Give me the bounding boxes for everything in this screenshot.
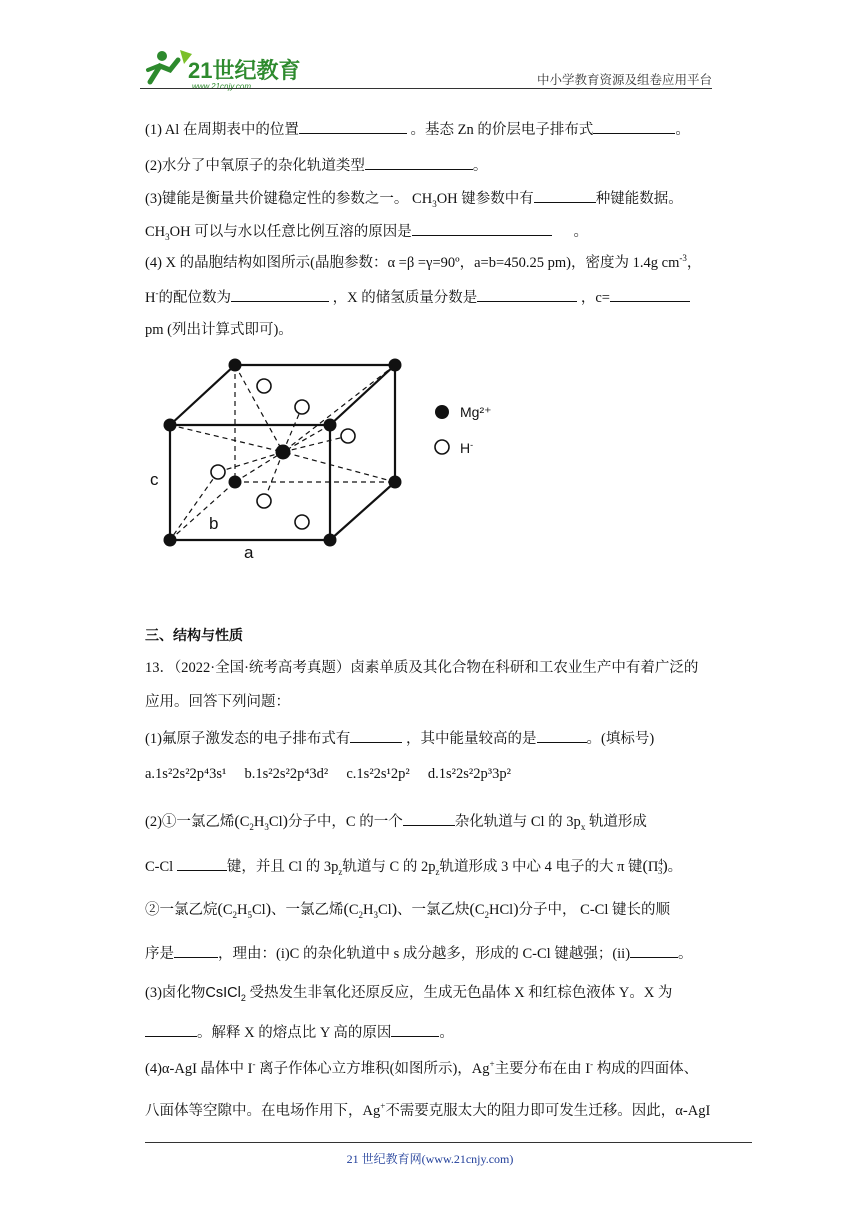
footer-divider <box>145 1142 752 1143</box>
q12-part1: (1) Al 在周期表中的位置 。基态 Zn 的价层电子排布式 。 <box>145 118 690 140</box>
answer-blank[interactable] <box>593 118 675 134</box>
q12-part2: (2)水分了中氧原子的杂化轨道类型 。 <box>145 154 487 176</box>
q13-part2-line4: 序是 ，理由：(i)C 的杂化轨道中 s 成分越多，形成的 C-Cl 键越强；(ii) 。 <box>145 942 693 964</box>
q13-part2-line3: ②一氯乙烷$(C_2H_5Cl)$、一氯乙烯$(C_2H_3Cl)$、一氯乙炔$(C_2HCl)$分子中， C-Cl 键长的顺 <box>145 901 670 920</box>
q13-part1: (1)氟原子激发态的电子排布式有 ，其中能量较高的是 。(填标号) <box>145 727 654 749</box>
legend-h-marker <box>435 440 449 454</box>
axis-label-a: a <box>244 543 254 562</box>
answer-blank[interactable] <box>174 942 218 958</box>
answer-blank[interactable] <box>299 118 407 134</box>
q13-intro-line2: 应用。回答下列问题： <box>145 694 290 710</box>
crystal-cell-figure <box>145 355 525 575</box>
answer-blank[interactable] <box>403 810 455 826</box>
answer-blank[interactable] <box>391 1021 439 1037</box>
answer-blank[interactable] <box>177 855 227 871</box>
runner-logo-icon <box>140 42 315 92</box>
answer-blank[interactable] <box>365 154 473 170</box>
q12-part3-line1: (3)键能是衡量共价键稳定性的参数之一。 $CH_3OH$ 键参数中有 种键能数据。 <box>145 187 683 209</box>
q13-part4-line2: 八面体等空隙中。在电场作用下，Ag+不需要克服太大的阻力即可发生迁移。因此，α-AgI <box>145 1101 711 1119</box>
answer-blank[interactable] <box>412 220 552 236</box>
logo-title: 21世纪教育 <box>188 58 301 83</box>
option-a[interactable]: a.1s²2s²2p⁴3s¹ <box>145 766 227 782</box>
option-d[interactable]: d.1s²2s²2p³3p² <box>427 766 511 782</box>
q13-part4-line1: (4)α-AgI 晶体中 I- 离子作体心立方堆积(如图所示)，Ag+主要分布在由 I- 构成的四面体、 <box>145 1059 699 1077</box>
answer-blank[interactable] <box>630 942 678 958</box>
q13-part3-line1: (3)卤化物CsICl$_2$ 受热发生非氧化还原反应，生成无色晶体 X 和红棕色液体 Y。X 为 <box>145 985 673 1003</box>
q13-options <box>145 764 511 784</box>
header-platform-name: 中小学教育资源及组卷应用平台 <box>536 73 712 87</box>
answer-blank[interactable] <box>145 1021 197 1037</box>
option-c[interactable]: c.1s²2s¹2p² <box>346 766 410 782</box>
q12-part4-line3: pm (列出计算式即可)。 <box>145 322 293 338</box>
answer-blank[interactable] <box>537 727 587 743</box>
answer-blank[interactable] <box>350 727 402 743</box>
site-logo[interactable] <box>140 42 315 92</box>
option-b[interactable]: b.1s²2s²2p⁴3d² <box>244 766 329 782</box>
legend-mg-label: Mg²⁺ <box>460 404 492 420</box>
q13-part2-line1: (2)①一氯乙烯$(C_2H_3Cl)$分子中，C 的一个 杂化轨道与 Cl 的 $3p_x$ 轨道形成 <box>145 810 647 832</box>
q12-part4-line2: H-的配位数为 ，X 的储氢质量分数是 ，c= <box>145 286 690 308</box>
q13-part2-line2: C-Cl 键，并且 Cl 的 $3p_z$轨道与 C 的 $2p_z$轨道形成 3 中心 4 电子的大 π 键$(\Pi^4_3)$。 <box>145 855 682 881</box>
legend-h-label: H- <box>460 440 474 456</box>
answer-blank[interactable] <box>477 286 577 302</box>
q12-part3-line2: $CH_3OH$ 可以与水以任意比例互溶的原因是 。 <box>145 220 588 242</box>
q13-intro-line1: 13．（2022·全国·统考高考真题）卤素单质及其化合物在科研和工农业生产中有着广泛的 <box>145 660 699 676</box>
logo-url: www.21cnjy.com <box>192 82 251 91</box>
answer-blank[interactable] <box>231 286 329 302</box>
header-divider <box>140 88 712 89</box>
answer-blank[interactable] <box>610 286 690 302</box>
legend-mg-marker <box>435 405 449 419</box>
q12-part4-line1: (4) X 的晶胞结构如图所示(晶胞参数：α =β =γ=90º，a=b=450.25 pm)，密度为 1.4g $cm^{-3}$， <box>145 253 702 271</box>
footer-link[interactable]: 21 世纪教育网(www.21cnjy.com) <box>346 1152 514 1166</box>
axis-label-c: c <box>150 470 159 489</box>
section-title: 三、结构与性质 <box>145 627 243 643</box>
axis-label-b: b <box>209 514 219 533</box>
q13-part3-line2: 。解释 X 的熔点比 Y 高的原因 。 <box>145 1021 454 1043</box>
answer-blank[interactable] <box>534 187 596 203</box>
